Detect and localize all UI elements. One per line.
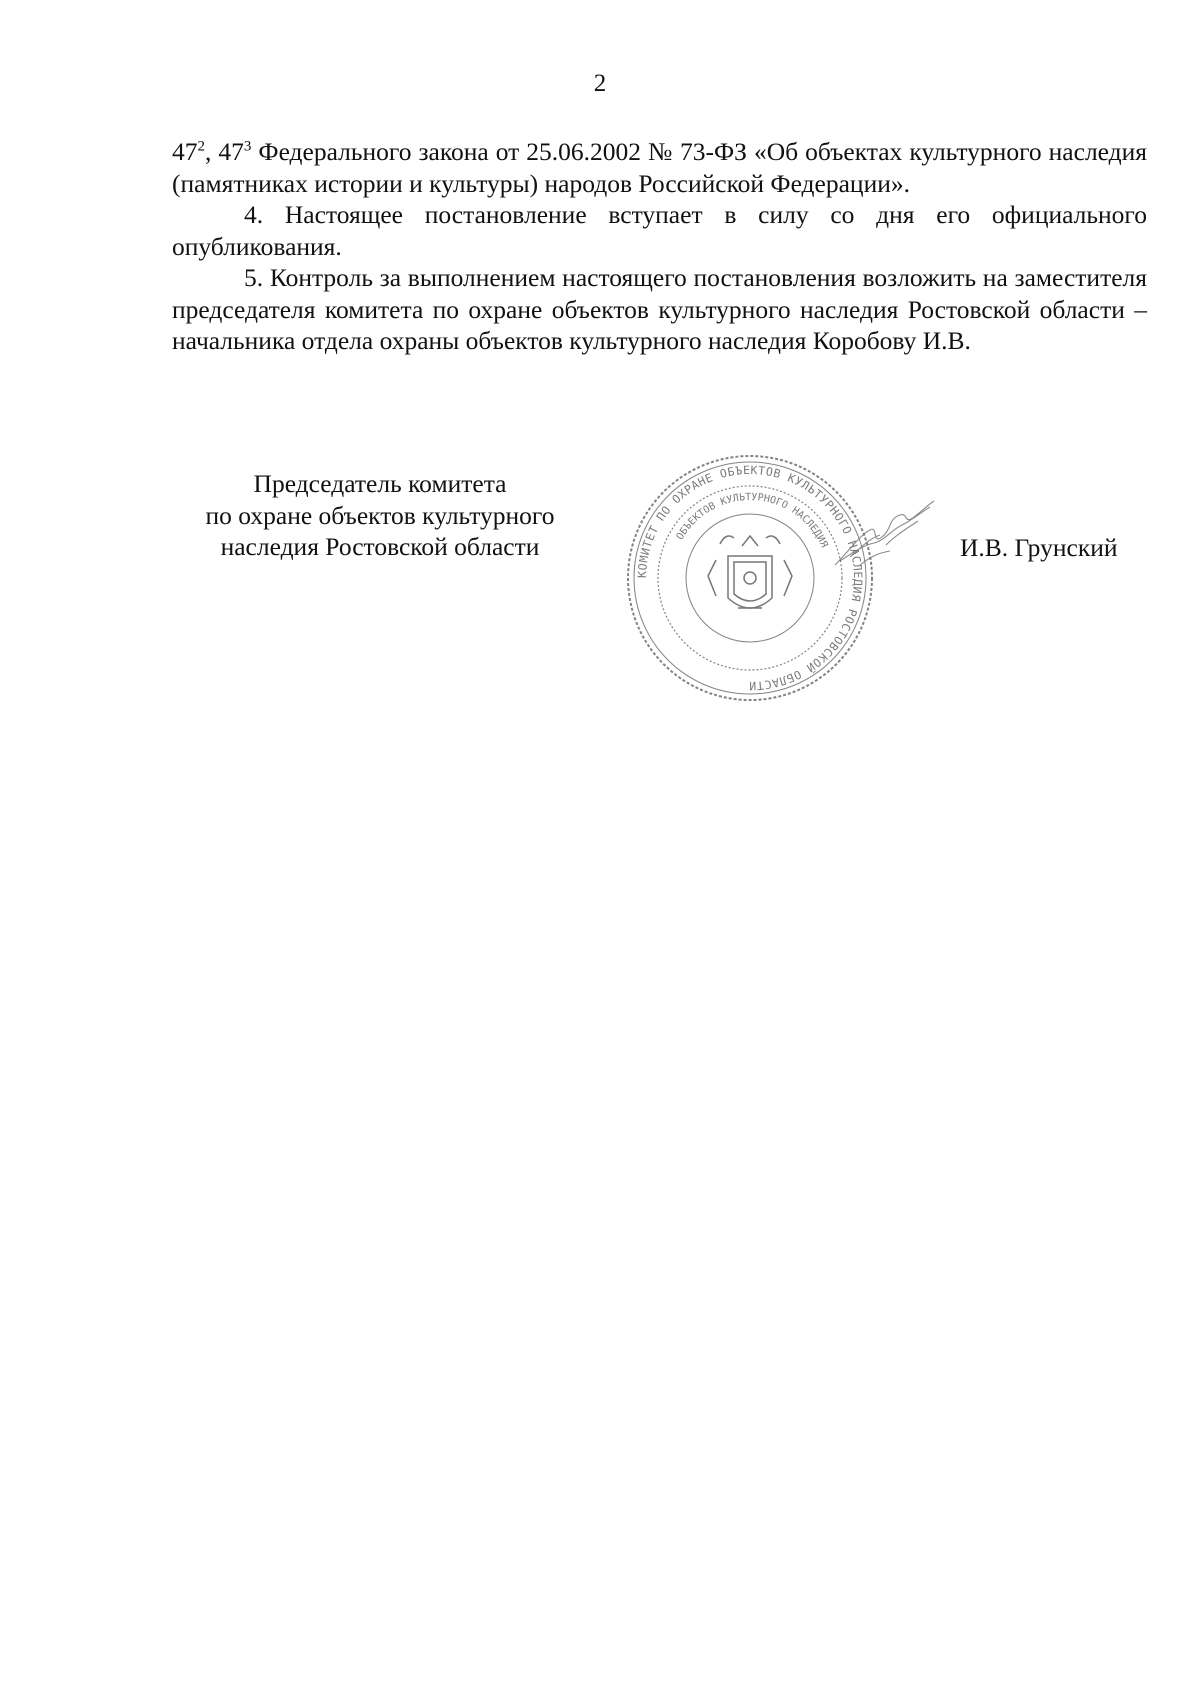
seal-inner-text-path: ОБЪЕКТОВ КУЛЬТУРНОГО НАСЛЕДИЯ <box>674 491 830 550</box>
document-body <box>172 136 1147 357</box>
handwritten-signature <box>830 495 940 575</box>
law-reference-text: Федерального закона от 25.06.2002 № 73-ФЗ «Об объектах культурного наследия (памятниках истории и культуры) народов Российской Федерации». <box>172 137 1147 198</box>
coat-of-arms-icon <box>708 536 792 608</box>
position-line: наследия Ростовской области <box>220 532 540 561</box>
article-superscript: 3 <box>243 138 252 155</box>
paragraph-4: 4. Настоящее постановление вступает в силу со дня его официального опубликования. <box>172 200 1147 261</box>
paragraph-5: 5. Контроль за выполнением настоящего постановления возложить на заместителя председателя комитета по охране объектов культурного наследия Ростовской области – начальника отдела охраны объектов культурного наследия Коробову И.В. <box>172 263 1147 355</box>
signatory-name: И.В. Грунский <box>960 533 1118 562</box>
position-line: Председатель комитета <box>253 469 507 498</box>
official-seal-stamp <box>620 448 880 708</box>
page-number: 2 <box>593 70 607 97</box>
seal-outer-text-path: КОМИТЕТ ПО ОХРАНЕ ОБЪЕКТОВ КУЛЬТУРНОГО НАСЛЕДИЯ РОСТОВСКОЙ ОБЛАСТИ <box>634 462 866 694</box>
article-number: 47 <box>172 137 198 166</box>
article-superscript: 2 <box>197 138 205 155</box>
article-number: , 47 <box>205 137 244 166</box>
paragraph-law-reference <box>172 136 1147 199</box>
position-line: по охране объектов культурного <box>205 500 555 530</box>
signatory-position <box>170 468 590 563</box>
